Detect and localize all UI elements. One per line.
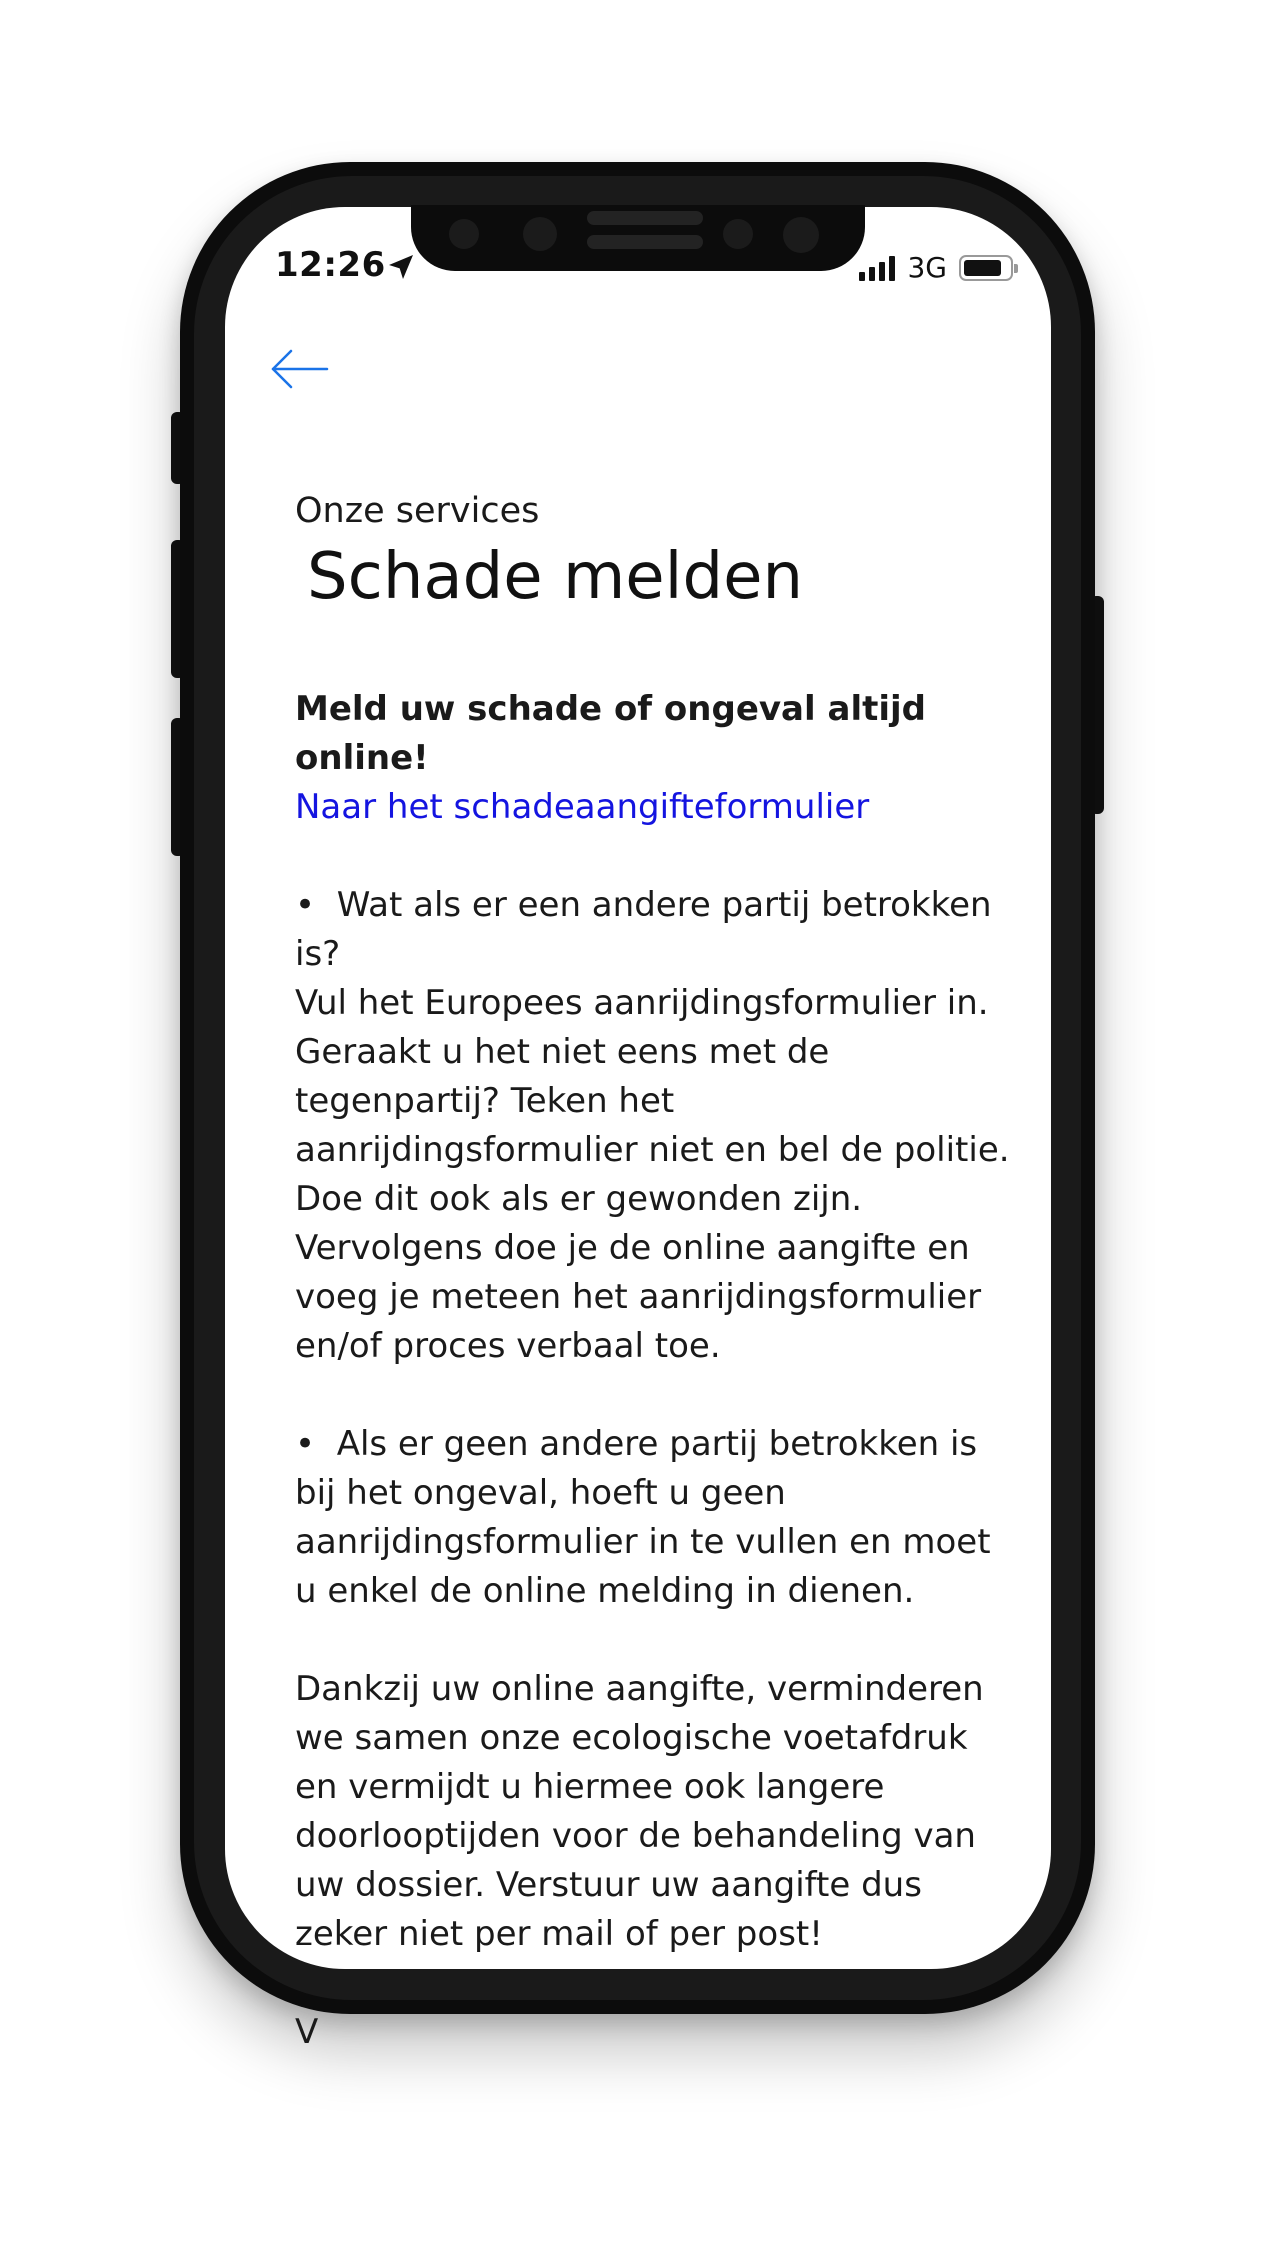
section-heading: Als er geen andere partij betrokken is bij het ongeval, hoeft u geen aanrijdingsformulier in te vullen en moet u enkel de online melding in dienen. bbox=[295, 1424, 991, 1611]
battery-fill bbox=[964, 260, 1001, 276]
front-camera-icon bbox=[783, 217, 819, 253]
notch bbox=[411, 205, 865, 271]
bullet: • bbox=[295, 1424, 316, 1464]
section-body: Vul het Europees aanrijdingsformulier in. Geraakt u het niet eens met de tegenpartij? Teken het aanrijdingsformulier niet en bel de politie. Doe dit ook als er gewonden zijn. Vervolgens doe je de online aangifte en voeg je meteen het aanrijdingsformulier en/of proces verbaal toe. bbox=[295, 983, 1010, 1366]
phone-screen bbox=[225, 207, 1051, 2052]
ambient-sensor bbox=[723, 219, 753, 249]
status-time: 12:26 bbox=[275, 245, 386, 285]
signal-icon bbox=[859, 255, 895, 281]
speaker-grille bbox=[587, 211, 703, 225]
bullet: • bbox=[295, 885, 316, 925]
section-other-party bbox=[295, 881, 1015, 1371]
speaker-grille-lower bbox=[587, 235, 703, 249]
claim-form-link[interactable]: Naar het schadeaangifteformulier bbox=[295, 787, 870, 827]
cutoff-text: V bbox=[295, 2012, 319, 2052]
camera-icon bbox=[523, 217, 557, 251]
proximity-sensor bbox=[449, 219, 479, 249]
content bbox=[295, 489, 1015, 2057]
lead-text: Meld uw schade of ongeval altijd online! bbox=[295, 689, 926, 778]
battery-icon bbox=[959, 255, 1013, 281]
network-type: 3G bbox=[907, 251, 947, 284]
section-no-other-party bbox=[295, 1420, 1015, 1616]
arrow-left-icon[interactable] bbox=[265, 339, 335, 399]
page-title: Schade melden bbox=[307, 540, 803, 614]
battery-tip bbox=[1014, 264, 1018, 273]
status-indicators bbox=[859, 251, 1013, 284]
closing-paragraph: Dankzij uw online aangifte, verminderen we samen onze ecologische voetafdruk en vermijdt u hiermee ook langere doorlooptijden voor de behandeling van uw dossier. Verstuur uw aangifte dus zeker niet per mail of per post! bbox=[295, 1669, 984, 1954]
eyebrow: Onze services bbox=[295, 491, 540, 531]
section-heading: Wat als er een andere partij betrokken is? bbox=[295, 885, 992, 974]
location-arrow-icon bbox=[385, 251, 417, 283]
